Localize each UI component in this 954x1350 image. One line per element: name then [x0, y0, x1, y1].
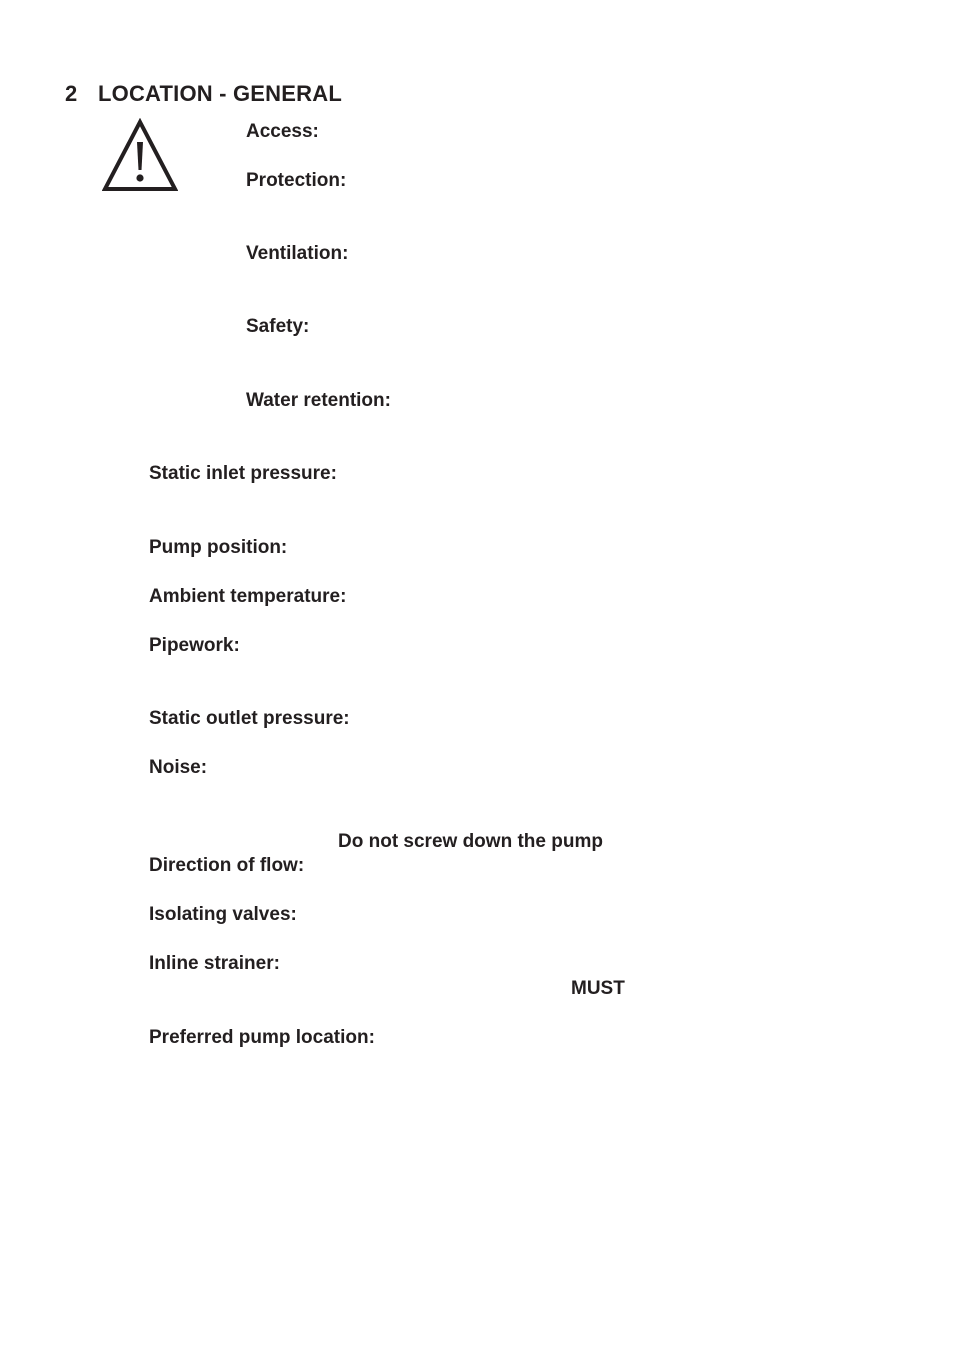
pipework-label: Pipework:: [149, 635, 240, 656]
water-retention-label: Water retention:: [246, 390, 391, 411]
isolating-valves-label: Isolating valves:: [149, 904, 297, 925]
access-label: Access:: [246, 121, 319, 142]
pump-position-label: Pump position:: [149, 537, 288, 558]
static-outlet-pressure-label: Static outlet pressure:: [149, 708, 350, 729]
section-number: 2: [65, 81, 78, 106]
noise-label: Noise:: [149, 757, 208, 778]
do-not-screw-note: Do not screw down the pump: [338, 831, 603, 852]
ventilation-label: Ventilation:: [246, 243, 349, 264]
safety-label: Safety:: [246, 316, 310, 337]
must-note: MUST: [571, 978, 625, 999]
section-title: LOCATION - GENERAL: [98, 81, 342, 106]
preferred-pump-location-label: Preferred pump location:: [149, 1027, 375, 1048]
inline-strainer-label: Inline strainer:: [149, 953, 280, 974]
direction-of-flow-label: Direction of flow:: [149, 855, 305, 876]
protection-label: Protection:: [246, 170, 347, 191]
warning-triangle-icon: [102, 118, 178, 192]
ambient-temperature-label: Ambient temperature:: [149, 586, 347, 607]
static-inlet-pressure-label: Static inlet pressure:: [149, 463, 337, 484]
